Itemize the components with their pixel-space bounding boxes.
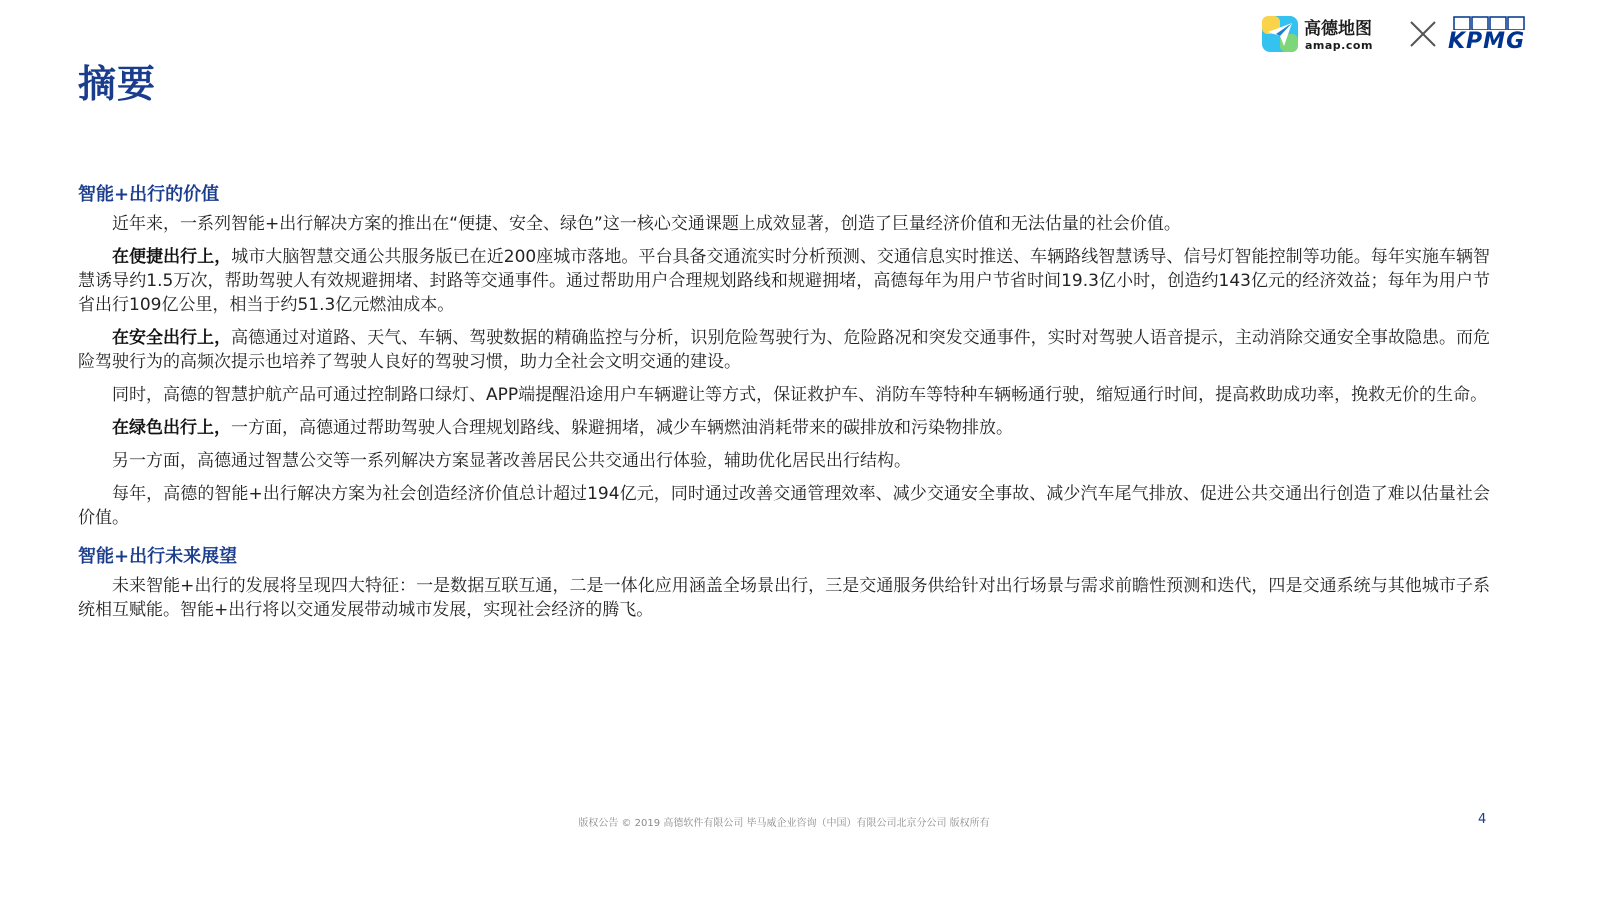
paragraph-text: 城市大脑智慧交通公共服务版已在近200座城市落地。平台具备交通流实时分析预测、交通信息实时推送、车辆路线智慧诱导、信号灯智能控制等功能。每年实施车辆智慧诱导约1.5万次，帮助驾驶人有效规避拥堵、封路等交通事件。通过帮助用户合理规划路线和规避拥堵，高德每年为用户节省时间19.3亿小时，创造约143亿元的经济效益；每年为用户节省出行109亿公里，相当于约51.3亿元燃油成本。	[78, 247, 1491, 315]
amap-logo-url: amap.com	[1305, 39, 1373, 52]
cross-icon	[1409, 20, 1437, 48]
paragraph-text: 同时，高德的智慧护航产品可通过控制路口绿灯、APP端提醒沿途用户车辆避让等方式，保证救护车、消防车等特种车辆畅通行驶，缩短通行时间，提高救助成功率，挽救无价的生命。	[112, 385, 1488, 405]
summary-content	[78, 180, 1490, 631]
paragraph	[78, 326, 1490, 374]
paragraph-text: 另一方面，高德通过智慧公交等一系列解决方案显著改善居民公共交通出行体验，辅助优化居民出行结构。	[112, 451, 911, 471]
section-outlook	[78, 542, 1490, 622]
header-logos	[1262, 14, 1532, 60]
section-heading: 智能+出行的价值	[78, 184, 220, 205]
footer-copyright: 版权公告 © 2019 高德软件有限公司 毕马威企业咨询（中国）有限公司北京分公司 版权所有	[578, 818, 990, 829]
kpmg-logo-icon	[1453, 16, 1527, 30]
page-number: 4	[1478, 812, 1487, 827]
paragraph-lead: 在安全出行上，	[112, 328, 232, 348]
paragraph	[78, 212, 1490, 236]
paragraph	[78, 416, 1490, 440]
paragraph	[78, 449, 1490, 473]
paragraph-text: 未来智能+出行的发展将呈现四大特征：一是数据互联互通，二是一体化应用涵盖全场景出行，三是交通服务供给针对出行场景与需求前瞻性预测和迭代，四是交通系统与其他城市子系统相互赋能。智能+出行将以交通发展带动城市发展，实现社会经济的腾飞。	[78, 576, 1490, 620]
section-value	[78, 180, 1490, 530]
page-title: 摘要	[78, 62, 157, 106]
paragraph	[78, 482, 1490, 530]
section-heading: 智能+出行未来展望	[78, 546, 238, 567]
paragraph-text: 一方面，高德通过帮助驾驶人合理规划路线、躲避拥堵，减少车辆燃油消耗带来的碳排放和污染物排放。	[231, 418, 1013, 438]
paragraph	[78, 383, 1490, 407]
kpmg-logo-text: KPMG	[1448, 29, 1526, 54]
amap-logo-icon	[1262, 16, 1298, 52]
paragraph-text: 高德通过对道路、天气、车辆、驾驶数据的精确监控与分析，识别危险驾驶行为、危险路况和突发交通事件，实时对驾驶人语音提示，主动消除交通安全事故隐患。而危险驾驶行为的高频次提示也培养了驾驶人良好的驾驶习惯，助力全社会文明交通的建设。	[78, 328, 1491, 372]
amap-logo-name: 高德地图	[1304, 19, 1372, 39]
paragraph	[78, 574, 1490, 622]
paragraph-text: 每年，高德的智能+出行解决方案为社会创造经济价值总计超过194亿元，同时通过改善交通管理效率、减少交通安全事故、减少汽车尾气排放、促进公共交通出行创造了难以估量社会价值。	[78, 484, 1490, 528]
paragraph	[78, 245, 1490, 317]
paragraph-lead: 在绿色出行上，	[112, 418, 231, 438]
paragraph-text: 近年来，一系列智能+出行解决方案的推出在“便捷、安全、绿色”这一核心交通课题上成效显著，创造了巨量经济价值和无法估量的社会价值。	[112, 214, 1181, 234]
paragraph-lead: 在便捷出行上，	[112, 247, 232, 267]
